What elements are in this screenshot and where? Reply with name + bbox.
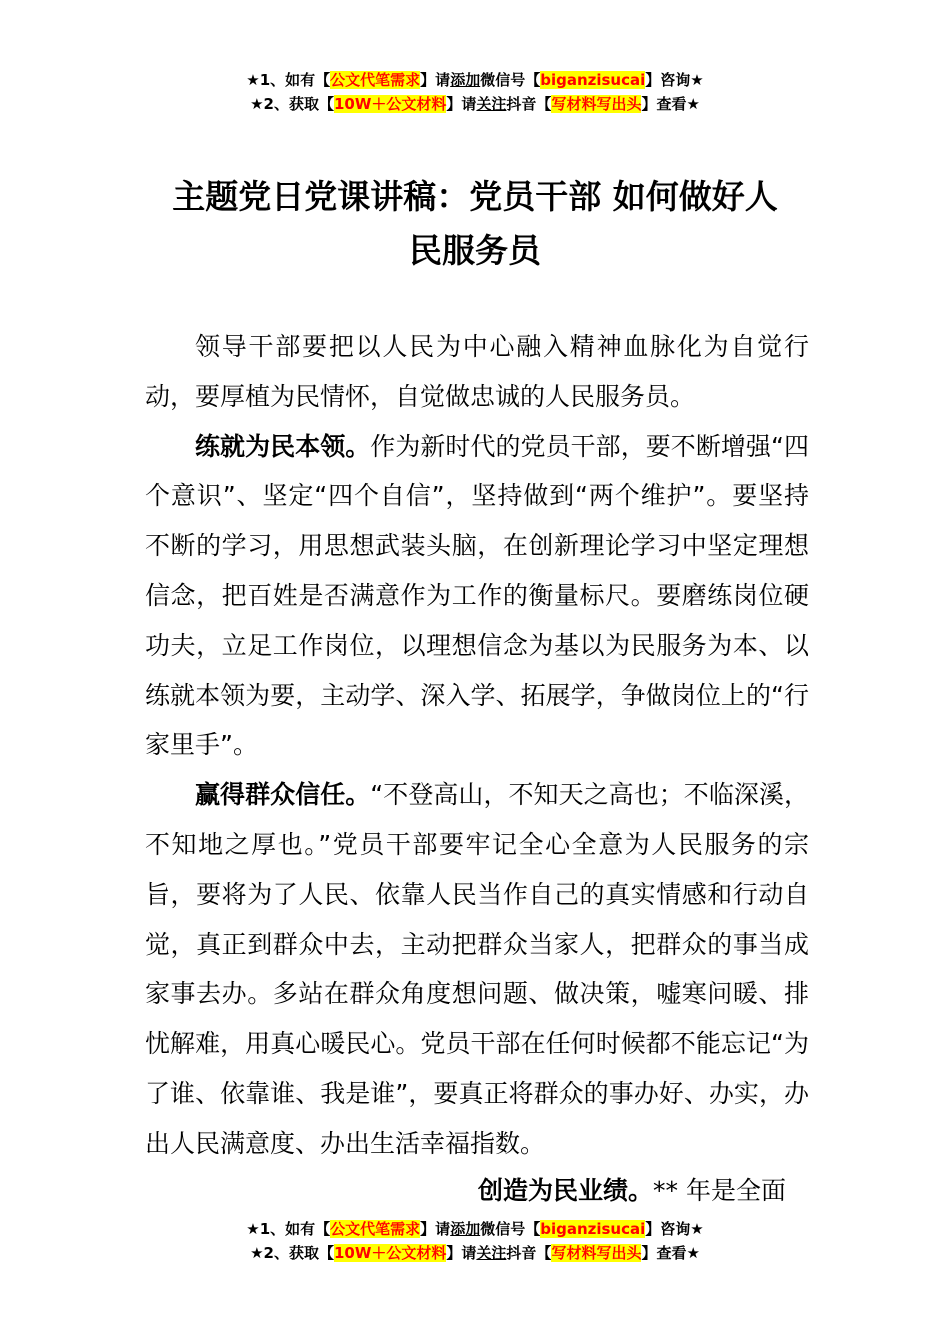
banner-text: 抖音【 xyxy=(506,95,552,113)
banner-text: 】查看★ xyxy=(641,95,700,113)
section-heading: 创造为民业绩。 xyxy=(478,1176,654,1205)
banner-highlight: biganzisucai xyxy=(540,1220,646,1238)
intro-paragraph: 领导干部要把以人民为中心融入精神血脉化为自觉行动，要厚植为民情怀，自觉做忠诚的人民服务员。 xyxy=(145,332,809,411)
banner-text: ★2、获取【 xyxy=(250,1244,334,1262)
banner-highlight: 10W＋公文材料 xyxy=(333,95,447,113)
title-line-1: 主题党日党课讲稿：党员干部 如何做好人 xyxy=(172,177,778,216)
banner-text: 】咨询★ xyxy=(645,1220,704,1238)
banner-text: 抖音【 xyxy=(506,1244,552,1262)
banner-text: 】查看★ xyxy=(641,1244,700,1262)
banner-highlight: 写材料写出头 xyxy=(551,95,642,113)
section-text: 作为新时代的党员干部，要不断增强“四个意识”、坚定“四个自信”，坚持做到“两个维护”。要坚持不断的学习，用思想武装头脑，在创新理论学习中坚定理想信念，把百姓是否满意作为工作的衡量标尺。要磨练岗位硬功夫，立足工作岗位，以理想信念为基以为民服务为本、以练就本领为要，主动学、深入学、拓展学，争做岗位上的“行家里手”。 xyxy=(145,431,809,760)
banner-line-1 xyxy=(0,1217,950,1241)
section-text: “不登高山，不知天之高也；不临深溪，不知地之厚也。”党员干部要牢记全心全意为人民服务的宗旨，要将为了人民、依靠人民当作自己的真实情感和行动自觉，真正到群众中去，主动把群众当家人，把群众的事当成家事去办。多站在群众角度想问题、做决策，嘘寒问暖、排忧解难，用真心暖民心。党员干部在任何时候都不能忘记“为了谁、依靠谁、我是谁”，要真正将群众的事办好、办实，办出人民满意度、办出生活幸福指数。 xyxy=(145,780,809,1158)
banner-text: ★1、如有【 xyxy=(246,1220,331,1238)
banner-line-2 xyxy=(0,92,950,116)
banner-text: 】咨询★ xyxy=(645,71,704,89)
banner-text: 】请 xyxy=(420,1220,451,1238)
banner-highlight: 写材料写出头 xyxy=(551,1244,642,1262)
document-title xyxy=(140,170,810,278)
banner-highlight: 公文代笔需求 xyxy=(330,1220,421,1238)
section-heading: 赢得群众信任。 xyxy=(195,780,371,810)
document-body xyxy=(145,322,809,1169)
banner-underlined: 添加 xyxy=(450,71,481,89)
section-paragraph-3 xyxy=(478,1166,786,1215)
banner-underlined: 关注 xyxy=(476,95,507,113)
bottom-banner xyxy=(0,1217,950,1265)
banner-underlined: 添加 xyxy=(450,1220,481,1238)
top-banner xyxy=(0,68,950,116)
banner-highlight: 公文代笔需求 xyxy=(330,71,421,89)
section-heading: 练就为民本领。 xyxy=(195,431,371,461)
banner-line-2 xyxy=(0,1241,950,1265)
banner-text: 微信号【 xyxy=(480,1220,541,1238)
banner-text: ★1、如有【 xyxy=(246,71,331,89)
banner-text: 】请 xyxy=(446,95,477,113)
banner-text: 微信号【 xyxy=(480,71,541,89)
banner-text: 】请 xyxy=(420,71,451,89)
banner-highlight: 10W＋公文材料 xyxy=(333,1244,447,1262)
banner-text: 】请 xyxy=(446,1244,477,1262)
title-line-2: 民服务员 xyxy=(409,231,541,270)
banner-text: ★2、获取【 xyxy=(250,95,334,113)
section-paragraph-1 xyxy=(145,422,809,771)
banner-underlined: 关注 xyxy=(476,1244,507,1262)
banner-highlight: biganzisucai xyxy=(540,71,646,89)
section-text: ** 年是全面 xyxy=(653,1176,786,1205)
banner-line-1 xyxy=(0,68,950,92)
section-paragraph-2 xyxy=(145,770,809,1168)
